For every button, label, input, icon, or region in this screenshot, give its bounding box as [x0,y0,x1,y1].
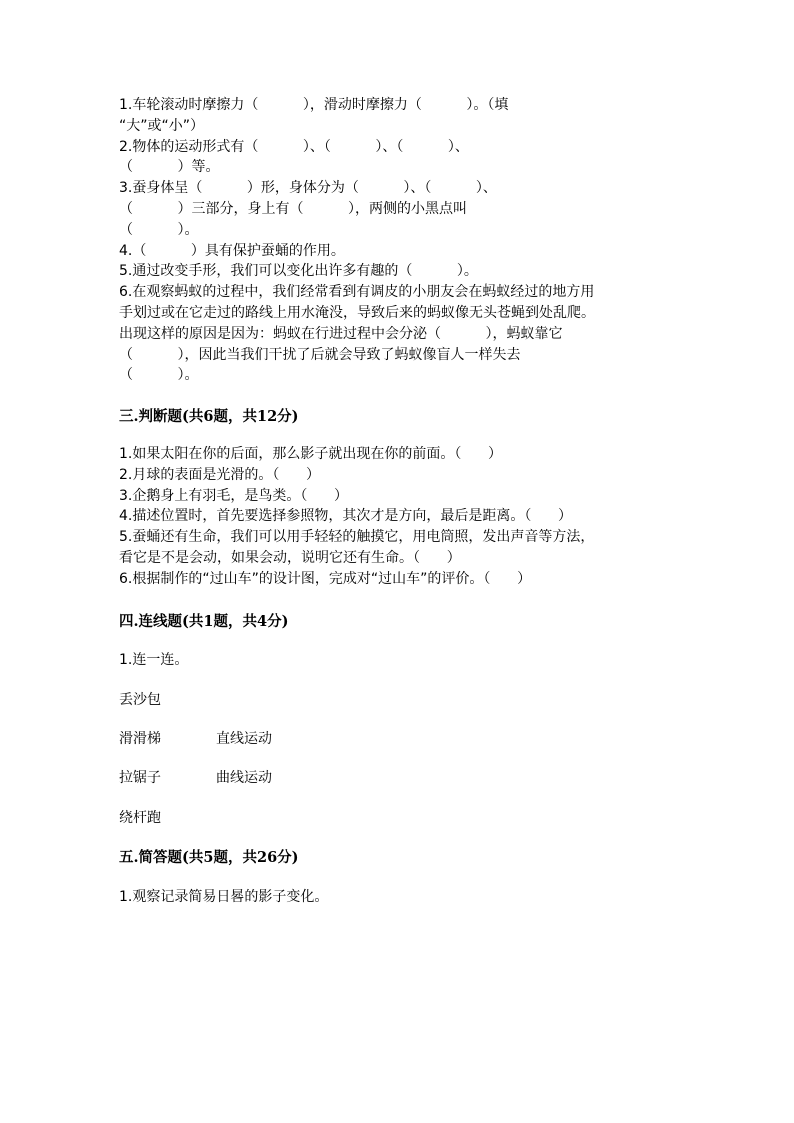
judge-section [119,444,679,590]
question-line: 3.企鹅身上有羽毛，是鸟类。（ ） [119,487,349,504]
question-line: （ ）三部分，身上有（ ），两侧的小黑点叫 [119,200,468,217]
match-left-item: 拉锯子 [119,770,161,786]
question-line: 3.蚕身体呈（ ）形，身体分为（ ）、（ ）、 [119,180,497,197]
match-left-item: 滑滑梯 [119,731,161,747]
question-line: 5.蚕蛹还有生命，我们可以用手轻轻的触摸它，用电筒照，发出声音等方法， [119,529,595,546]
question-line: 1.如果太阳在你的后面，那么影子就出现在你的前面。（ ） [119,446,503,462]
question-line: 2.物体的运动形式有（ ）、（ ）、（ ）、 [119,138,469,155]
question-line: “大”或“小”） [119,117,205,134]
question-line: 4.（ ）具有保护蚕蛹的作用。 [119,242,345,259]
question-line: 1.车轮滚动时摩擦力（ ），滑动时摩擦力（ ）。（填 [119,97,509,113]
question-line: 2.月球的表面是光滑的。（ ） [119,466,321,483]
match-left-item: 丢沙包 [119,692,161,708]
question-line: 看它是不是会动，如果会动，说明它还有生命。（ ） [119,549,461,566]
section-heading-match: 四.连线题(共1题，共4分) [119,613,289,630]
question-line: 6.根据制作的“过山车”的设计图，完成对“过山车”的评价。（ ） [119,570,532,587]
question-line: 5.通过改变手形，我们可以变化出许多有趣的（ ）。 [119,263,478,280]
question-line: （ ）。 [119,367,199,384]
section-heading-short: 五.简答题(共5题，共26分) [119,849,299,866]
question-line: （ ）等。 [119,159,220,176]
question-line: 6.在观察蚂蚁的过程中，我们经常看到有调皮的小朋友会在蚂蚁经过的地方用 [119,284,595,301]
match-left-item: 绕杆跑 [119,810,161,826]
question-line: （ ）。 [119,221,199,238]
section-heading-judge: 三.判断题(共6题，共12分) [119,408,299,425]
question-line: （ ），因此当我们干扰了后就会导致了蚂蚁像盲人一样失去 [119,346,521,363]
question-line: 出现这样的原因是因为：蚂蚁在行进过程中会分泌（ ），蚂蚁靠它 [119,325,563,342]
question-line: 手划过或在它走过的路线上用水淹没，导致后来的蚂蚁像无头苍蝇到处乱爬。 [119,304,595,321]
match-question: 1.连一连。 [119,652,189,668]
fill-in-blank-section [119,95,679,386]
short-question: 1.观察记录简易日晷的影子变化。 [119,889,329,905]
match-right-item: 直线运动 [216,731,272,747]
match-right-item: 曲线运动 [216,770,272,786]
question-line: 4.描述位置时，首先要选择参照物，其次才是方向，最后是距离。（ ） [119,508,573,525]
